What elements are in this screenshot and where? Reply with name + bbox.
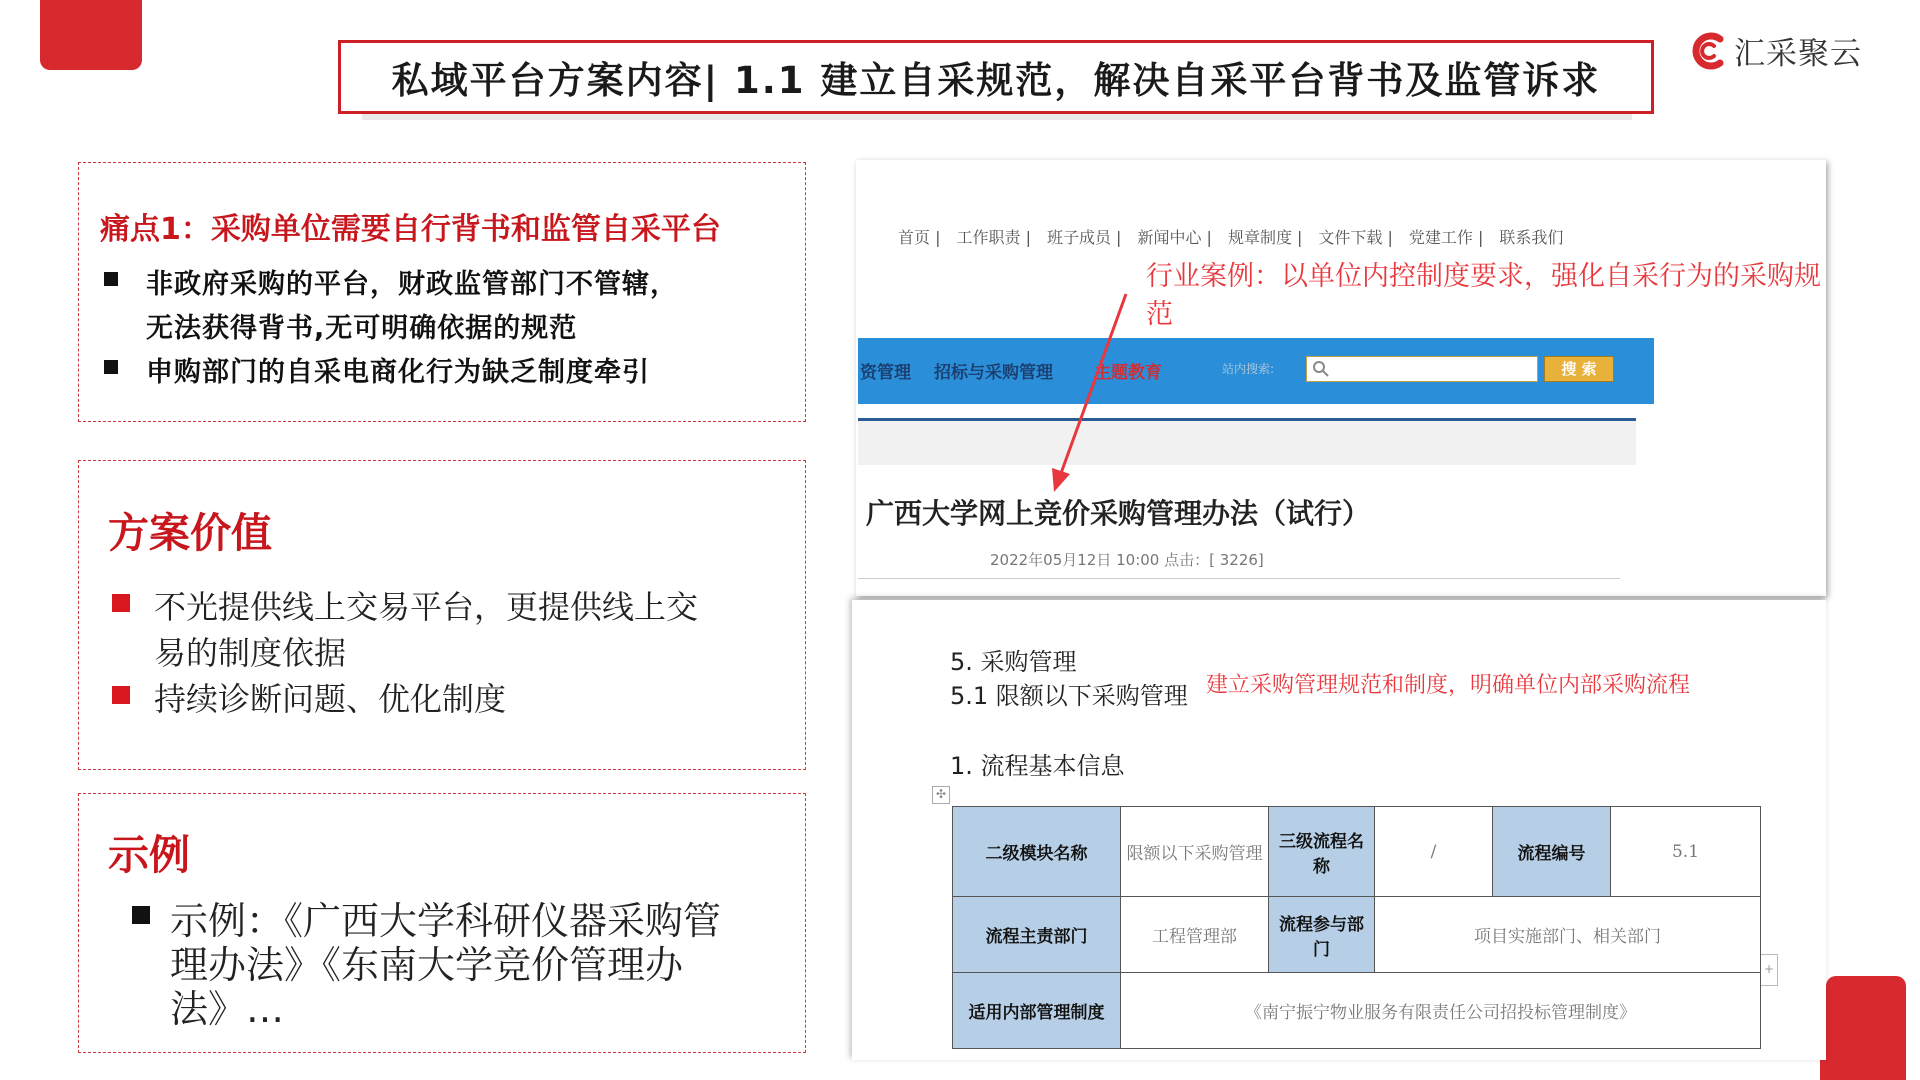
table-cell: 工程管理部 — [1121, 897, 1269, 973]
table-cell: 《南宁振宁物业服务有限责任公司招投标管理制度》 — [1121, 973, 1761, 1049]
table-cell: / — [1375, 807, 1493, 897]
pain-point-line: 无法获得背书,无可明确依据的规范 — [146, 313, 578, 344]
bullet-square — [104, 360, 118, 374]
table-cell: 三级流程名称 — [1269, 807, 1375, 897]
table-cell: 流程参与部门 — [1269, 897, 1375, 973]
logo — [1690, 28, 1862, 73]
nav-item[interactable]: 规章制度 | — [1227, 228, 1303, 247]
pain-point-line: 非政府采购的平台，财政监管部门不管辖， — [146, 269, 678, 300]
nav-item[interactable]: 工作职责 | — [956, 228, 1031, 247]
nav-item[interactable]: 首页 | — [898, 228, 941, 247]
nav-item[interactable]: 新闻中心 | — [1137, 228, 1212, 247]
blue-nav-item[interactable]: 资管理 — [860, 363, 911, 383]
example-line: 理办法》《东南大学竞价管理办 — [170, 943, 684, 987]
search-label: 站内搜索: — [1222, 362, 1275, 376]
value-title: 方案价值 — [108, 509, 272, 557]
nav-item[interactable]: 班子成员 | — [1046, 228, 1122, 247]
table-row — [953, 897, 1761, 973]
corner-decoration-bottom-right — [1826, 976, 1906, 1080]
article-meta: 2022年05月12日 10:00 点击：[ 3226] — [990, 551, 1264, 569]
logo-text: 汇采聚云 — [1734, 36, 1862, 72]
value-line: 易的制度依据 — [154, 634, 347, 672]
table-cell: 项目实施部门、相关部门 — [1375, 897, 1761, 973]
add-column-icon[interactable]: + — [1760, 954, 1778, 986]
annotation-arrow-icon — [1040, 280, 1150, 500]
website-annotation: 行业案例：以单位内控制度要求，强化自采行为的采购规范 — [1146, 261, 1821, 330]
example-line: 示例：《广西大学科研仪器采购管 — [170, 899, 722, 943]
table-move-handle-icon[interactable]: ✣ — [932, 786, 950, 804]
table-cell: 限额以下采购管理 — [1121, 807, 1269, 897]
table-cell: 流程主责部门 — [953, 897, 1121, 973]
article-header-band — [858, 418, 1636, 465]
blue-nav-item[interactable]: 招标与采购管理 — [934, 363, 1053, 383]
value-line: 不光提供线上交易平台，更提供线上交 — [154, 588, 699, 626]
bullet-square — [132, 906, 150, 924]
table-row — [953, 807, 1761, 897]
example-line: 法》… — [170, 987, 285, 1031]
pain-point-title: 痛点1：采购单位需要自行背书和监管自采平台 — [100, 212, 721, 247]
doc-heading: 5. 采购管理 — [950, 648, 1077, 676]
logo-mark-icon — [1690, 31, 1730, 71]
corner-decoration-top-left — [40, 0, 142, 70]
process-info-table — [952, 806, 1761, 1049]
bullet-square-red — [112, 686, 130, 704]
bullet-square-red — [112, 594, 130, 612]
nav-item[interactable]: 党建工作 | — [1408, 228, 1484, 247]
search-button[interactable]: 搜 索 — [1544, 356, 1614, 382]
nav-item[interactable]: 文件下载 | — [1318, 228, 1393, 247]
table-cell: 二级模块名称 — [953, 807, 1121, 897]
pain-point-line: 申购部门的自采电商化行为缺乏制度牵引 — [146, 357, 650, 388]
table-row — [953, 973, 1761, 1049]
website-nav — [898, 225, 1569, 248]
example-title: 示例 — [108, 831, 190, 879]
title-box — [338, 40, 1654, 114]
table-cell: 5.1 — [1611, 807, 1761, 897]
nav-item[interactable]: 联系我们 — [1499, 228, 1564, 247]
doc-section-heading: 1. 流程基本信息 — [950, 752, 1125, 780]
page-title: 私域平台方案内容| 1.1 建立自采规范，解决自采平台背书及监管诉求 — [391, 59, 1601, 102]
value-line: 持续诊断问题、优化制度 — [154, 680, 507, 718]
document-annotation: 建立采购管理规范和制度，明确单位内部采购流程 — [1206, 673, 1691, 698]
blue-nav-item-active[interactable]: 主题教育 — [1094, 363, 1162, 383]
doc-subheading: 5.1 限额以下采购管理 — [950, 682, 1188, 710]
table-cell: 适用内部管理制度 — [953, 973, 1121, 1049]
article-title: 广西大学网上竞价采购管理办法（试行） — [866, 497, 1371, 530]
bullet-square — [104, 272, 118, 286]
search-input[interactable] — [1306, 356, 1538, 382]
table-cell: 流程编号 — [1493, 807, 1611, 897]
article-divider — [858, 578, 1620, 579]
search-icon — [1311, 359, 1331, 379]
